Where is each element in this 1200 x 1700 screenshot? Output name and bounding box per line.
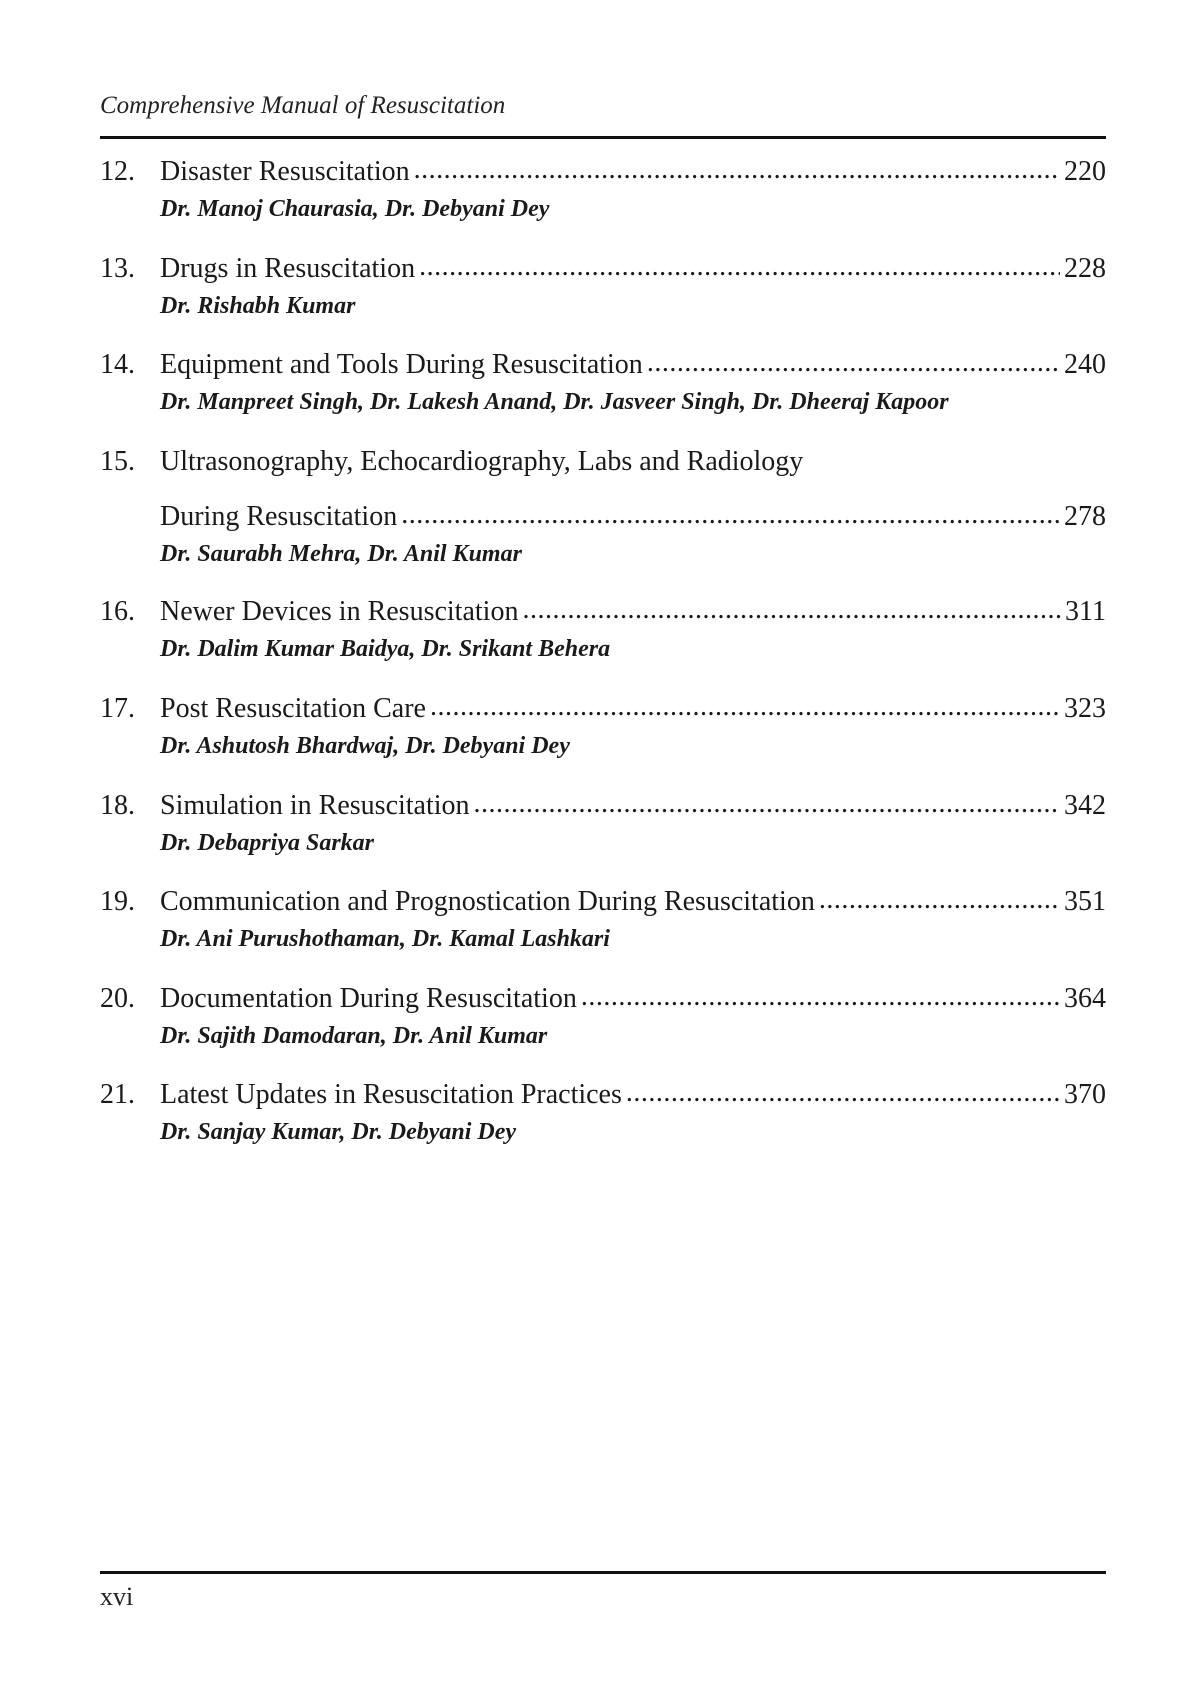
page-number: 240 bbox=[1064, 349, 1106, 380]
chapter-number: 16. bbox=[100, 596, 135, 627]
page-number: 323 bbox=[1064, 693, 1106, 724]
chapter-number: 13. bbox=[100, 253, 135, 284]
chapter-number: 12. bbox=[100, 156, 135, 187]
chapter-title: Latest Updates in Resuscitation Practices bbox=[160, 1079, 622, 1110]
chapter-number: 21. bbox=[100, 1079, 135, 1110]
page-number: 228 bbox=[1064, 253, 1106, 284]
toc-entry-13[interactable] bbox=[100, 249, 1106, 323]
chapter-authors: Dr. Saurabh Mehra, Dr. Anil Kumar bbox=[160, 541, 522, 567]
toc-entry-14[interactable] bbox=[100, 345, 1106, 419]
chapter-number: 19. bbox=[100, 886, 135, 917]
chapter-title: Disaster Resuscitation bbox=[160, 156, 410, 187]
toc-entry-16[interactable] bbox=[100, 592, 1106, 666]
page-number: 220 bbox=[1064, 156, 1106, 187]
toc-entry-17[interactable] bbox=[100, 689, 1106, 763]
chapter-number: 14. bbox=[100, 349, 135, 380]
chapter-authors: Dr. Debapriya Sarkar bbox=[160, 830, 375, 856]
toc-entry-21[interactable] bbox=[100, 1075, 1106, 1149]
page-number: 342 bbox=[1064, 790, 1106, 821]
toc-entry-19[interactable] bbox=[100, 882, 1106, 956]
footer-rule bbox=[100, 1571, 1106, 1574]
chapter-title-line1: Ultrasonography, Echocardiography, Labs and Radiology bbox=[160, 446, 804, 477]
chapter-title: During Resuscitation bbox=[160, 501, 398, 532]
chapter-title: Post Resuscitation Care bbox=[160, 693, 426, 724]
dot-leader bbox=[819, 880, 1060, 920]
chapter-authors: Dr. Dalim Kumar Baidya, Dr. Srikant Behera bbox=[160, 636, 611, 662]
chapter-title: Equipment and Tools During Resuscitation bbox=[160, 349, 643, 380]
page-number: 278 bbox=[1064, 501, 1106, 532]
toc-entry-18[interactable] bbox=[100, 786, 1106, 860]
chapter-number: 17. bbox=[100, 693, 135, 724]
chapter-authors: Dr. Sanjay Kumar, Dr. Debyani Dey bbox=[160, 1119, 517, 1145]
chapter-number: 20. bbox=[100, 983, 135, 1014]
chapter-title: Newer Devices in Resuscitation bbox=[160, 596, 519, 627]
dot-leader bbox=[647, 343, 1060, 383]
page-number: 370 bbox=[1064, 1079, 1106, 1110]
dot-leader bbox=[581, 977, 1060, 1017]
chapter-title: Communication and Prognostication During Resuscitation bbox=[160, 886, 815, 917]
chapter-title: Drugs in Resuscitation bbox=[160, 253, 416, 284]
dot-leader bbox=[430, 687, 1060, 727]
chapter-number: 18. bbox=[100, 790, 135, 821]
dot-leader bbox=[626, 1073, 1060, 1113]
running-head: Comprehensive Manual of Resuscitation bbox=[100, 92, 506, 119]
chapter-title: Simulation in Resuscitation bbox=[160, 790, 470, 821]
chapter-authors: Dr. Ashutosh Bhardwaj, Dr. Debyani Dey bbox=[160, 733, 570, 759]
dot-leader bbox=[474, 784, 1060, 824]
dot-leader bbox=[401, 495, 1060, 535]
dot-leader bbox=[522, 590, 1061, 630]
dot-leader bbox=[419, 247, 1060, 287]
chapter-authors: Dr. Sajith Damodaran, Dr. Anil Kumar bbox=[160, 1023, 548, 1049]
page-number: 364 bbox=[1064, 983, 1106, 1014]
toc-entry-12[interactable] bbox=[100, 152, 1106, 226]
chapter-title: Documentation During Resuscitation bbox=[160, 983, 577, 1014]
chapter-authors: Dr. Rishabh Kumar bbox=[160, 293, 356, 319]
toc-entry-15[interactable] bbox=[100, 442, 1106, 571]
header-rule bbox=[100, 136, 1106, 139]
chapter-authors: Dr. Manpreet Singh, Dr. Lakesh Anand, Dr. Jasveer Singh, Dr. Dheeraj Kapoor bbox=[160, 389, 949, 415]
dot-leader bbox=[414, 150, 1060, 190]
chapter-number: 15. bbox=[100, 446, 135, 477]
chapter-authors: Dr. Manoj Chaurasia, Dr. Debyani Dey bbox=[160, 196, 550, 222]
chapter-authors: Dr. Ani Purushothaman, Dr. Kamal Lashkari bbox=[160, 926, 610, 952]
page-folio: xvi bbox=[100, 1582, 134, 1611]
toc-entry-20[interactable] bbox=[100, 979, 1106, 1053]
page-number: 351 bbox=[1064, 886, 1106, 917]
page-number: 311 bbox=[1065, 596, 1106, 627]
